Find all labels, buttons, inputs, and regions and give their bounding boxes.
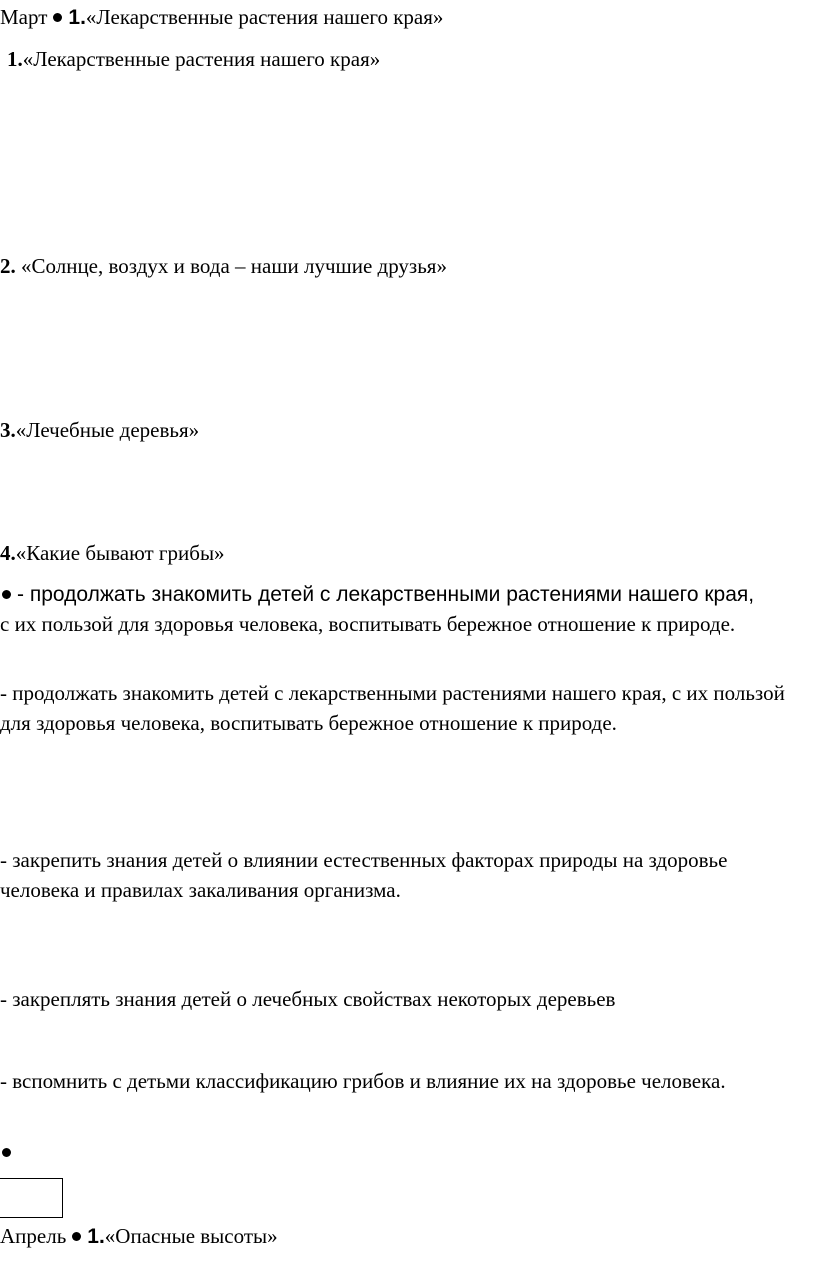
topic-number: 4.: [0, 541, 16, 565]
topic-number: 3.: [0, 418, 16, 442]
topic-number: 1.: [87, 1225, 105, 1248]
topic-number: 1.: [7, 47, 23, 71]
topic-item-3: [0, 417, 199, 443]
march-heading: [0, 4, 443, 31]
topic-title: «Какие бывают грибы»: [15, 541, 225, 565]
topic-number: 1.: [68, 6, 86, 29]
topic-number: 2.: [0, 254, 16, 278]
goal-paragraph-3: - закреплять знания детей о лечебных свойствах некоторых деревьев: [0, 987, 616, 1011]
topic-item-4: [0, 540, 225, 566]
topic-item-2: [0, 253, 447, 279]
goal-paragraph-2: - закрепить знания детей о влиянии естественных факторах природы на здоровье человека и правилах закаливания организма.: [0, 848, 728, 902]
topic-title: «Лечебные деревья»: [15, 418, 200, 442]
month-label-april: Апрель: [0, 1224, 67, 1248]
topic-title: «Солнце, воздух и вода – наши лучшие друзья»: [15, 254, 447, 278]
empty-bullet-line: [0, 1139, 17, 1165]
bullet-icon: [2, 590, 11, 599]
topic-title: «Опасные высоты»: [104, 1224, 278, 1248]
bullet-icon: [2, 1148, 11, 1157]
empty-cell-box: [0, 1178, 63, 1218]
topic-title: «Лекарственные растения нашего края»: [22, 47, 381, 71]
topic-item-1: [7, 46, 380, 72]
goal-paragraph-1: - продолжать знакомить детей с лекарственными растениями нашего края, с их пользой для здоровья человека, воспитывать бережное отношение к природе.: [0, 681, 785, 735]
month-label-march: Март: [0, 5, 48, 29]
april-heading: [0, 1223, 278, 1250]
bullet-icon: [72, 1232, 81, 1241]
goal-paragraph-4: - вспомнить с детьми классификацию грибов и влияние их на здоровье человека.: [0, 1069, 726, 1093]
bullet-goal-line-1: [0, 581, 754, 608]
topic-title: «Лекарственные растения нашего края»: [85, 5, 444, 29]
bullet-goal-continuation: с их пользой для здоровья человека, воспитывать бережное отношение к природе.: [0, 612, 736, 636]
bullet-icon: [53, 13, 62, 22]
goal-text: - продолжать знакомить детей с лекарственными растениями нашего края,: [17, 583, 755, 606]
